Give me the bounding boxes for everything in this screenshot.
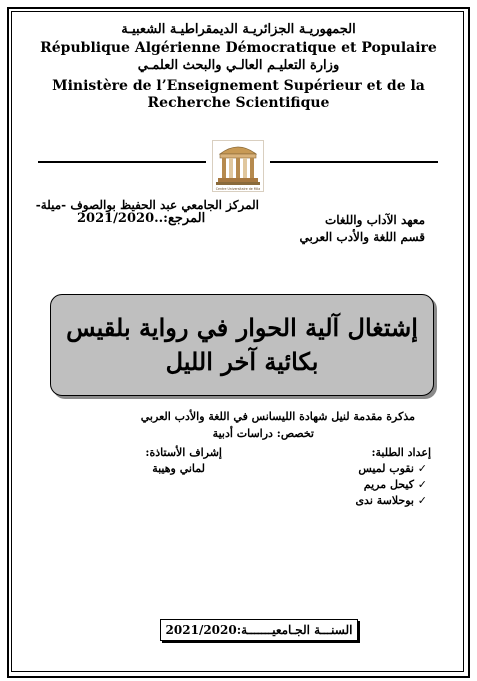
supervisor-heading: إشراف الأستاذة: (145, 446, 222, 459)
student-item (358, 462, 427, 475)
student-name: كيحل مريم (363, 478, 414, 491)
academic-year-box: السنـــة الجـامعيـــــــة:2021/2020 (160, 619, 358, 641)
university-building-logo-icon (212, 140, 264, 192)
institute-name: معهد الآداب واللغات (324, 213, 425, 227)
thesis-title-line-1: إشتغال آلية الحوار في رواية بلقيس (66, 313, 418, 342)
supervisor-name: لماني وهيبة (152, 462, 205, 475)
thesis-title-line-2: بكائية آخر الليل (165, 347, 319, 376)
check-icon: ✓ (417, 494, 427, 507)
header-ministry-arabic: وزارة التعليـم العالـي والبحث العلمـي (137, 58, 340, 73)
student-item (355, 494, 427, 507)
header-republic-arabic: الجمهوريـة الجزائريـة الديمقراطيـة الشعبيـة (121, 22, 356, 37)
header-ministry-french: Ministère de l’Enseignement Supérieur et de la Recherche Scientifique (52, 78, 425, 111)
reference-number: المرجع:..2021/2020 (77, 211, 206, 226)
header-republic-french: République Algérienne Démocratique et Populaire (40, 40, 437, 56)
students-heading: إعداد الطلبة: (371, 446, 431, 459)
student-item (364, 478, 427, 491)
department-name: قسم اللغة والأدب العربي (299, 230, 425, 244)
thesis-title-box (50, 294, 434, 396)
student-name: نقوب لميس (358, 462, 414, 475)
thesis-specialty: تخصص: دراسات أدبية (212, 427, 314, 440)
check-icon: ✓ (417, 462, 427, 475)
thesis-purpose: مذكرة مقدمة لنيل شهادة الليسانس في اللغة والأدب العربي (140, 410, 415, 423)
student-name: بوحلاسة ندى (355, 494, 414, 507)
divider-right (270, 161, 438, 163)
logo-caption: Centre Universitaire de Mila (215, 187, 261, 191)
university-center-name: المركز الجامعي عبد الحفيظ بوالصوف -ميلة- (35, 198, 259, 212)
divider-left (38, 161, 206, 163)
check-icon: ✓ (417, 478, 427, 491)
